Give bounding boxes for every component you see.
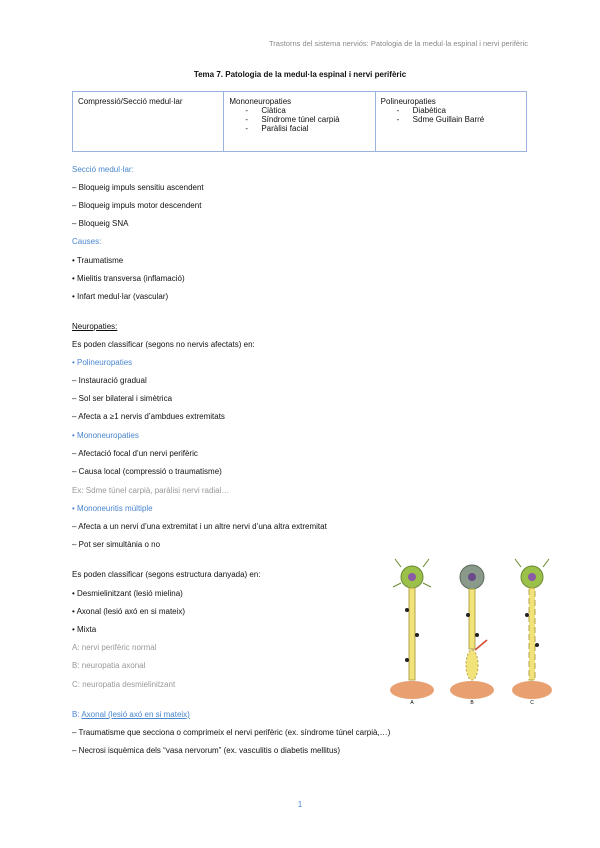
text-line: • Infart medul·lar (vascular) — [72, 292, 169, 301]
text-line: • Traumatisme — [72, 256, 124, 265]
section-heading: Causes: — [72, 237, 102, 246]
neuron-figure — [355, 555, 555, 705]
b-prefix: B: — [72, 710, 82, 719]
neuron-a — [390, 559, 434, 699]
section-heading: • Mononeuritis múltiple — [72, 504, 153, 513]
text-line: – Necrosi isquèmica dels “vasa nervorum” (ex. vasculitis o diabetis mellitus) — [72, 746, 341, 755]
text-line: – Sol ser bilateral i simètrica — [72, 394, 173, 403]
table-cell-compression — [73, 92, 224, 152]
b-axonal-label: Axonal (lesió axó en si mateix) — [81, 710, 190, 719]
cell-list-item: - Paràlisi facial — [247, 124, 369, 133]
section-heading: Secció medul·lar: — [72, 165, 134, 174]
figure-label-a: A — [410, 700, 414, 705]
section-heading: Neuropaties: — [72, 322, 118, 331]
text-line: – Traumatisme que secciona o comprimeix el nervi perifèric (ex. síndrome túnel carpià,…) — [72, 728, 391, 737]
page-number: 1 — [297, 800, 303, 809]
text-line: – Bloqueig impuls motor descendent — [72, 201, 202, 210]
text-line: B: neuropatia axonal — [72, 661, 146, 670]
text-line: • Mixta — [72, 625, 97, 634]
text-line: – Afecta a ≥1 nervis d’ambdues extremitats — [72, 412, 225, 421]
text-line: – Afecta a un nervi d’una extremitat i un altre nervi d’una altra extremitat — [72, 522, 327, 531]
neuron-b — [450, 565, 494, 699]
text-line: – Bloqueig impuls sensitiu ascendent — [72, 183, 204, 192]
page-title: Tema 7. Patologia de la medul·la espinal i nervi perifèric — [193, 70, 407, 79]
text-line: – Afectació focal d’un nervi perifèric — [72, 449, 198, 458]
figure-label-b: B — [470, 700, 474, 705]
text-line: – Causa local (compressió o traumatisme) — [72, 467, 222, 476]
text-line: Ex: Sdme túnel carpià, paràlisi nervi radial… — [72, 486, 230, 495]
text-line: Es poden classificar (segons no nervis afectats) en: — [72, 340, 255, 349]
text-line: Es poden classificar (segons estructura danyada) en: — [72, 570, 261, 579]
cell-list-item: - Ciàtica — [247, 106, 369, 115]
text-line: • Axonal (lesió axó en si mateix) — [72, 607, 186, 616]
cell-list-item: - Diabètica — [399, 106, 521, 115]
text-line: – Bloqueig SNA — [72, 219, 129, 228]
text-line: A: nervi perifèric normal — [72, 643, 157, 652]
text-line: • Desmielinitzant (lesió mielina) — [72, 589, 183, 598]
text-line: – Pot ser simultània o no — [72, 540, 161, 549]
cell-list-item: - Síndrome túnel carpià — [247, 115, 369, 124]
cell-heading: Compressió/Secció medul·lar — [78, 97, 183, 106]
running-header: Trastorns del sistema nerviós: Patologia de la medul·la espinal i nervi perifèric — [268, 39, 528, 48]
section-heading: • Mononeuropaties — [72, 431, 139, 440]
table-cell-polyneuropathies — [375, 92, 526, 152]
section-heading: • Polineuropaties — [72, 358, 133, 367]
cell-heading: Polineuropaties — [380, 97, 436, 106]
text-line: • Mielitis transversa (inflamació) — [72, 274, 185, 283]
cell-list-item: - Sdme Guillain Barré — [399, 115, 521, 124]
classification-table — [72, 91, 527, 152]
text-line: – Instauració gradual — [72, 376, 147, 385]
neuron-c — [512, 559, 552, 699]
cell-heading: Mononeuropaties — [229, 97, 292, 106]
table-cell-mononeuropathies — [224, 92, 375, 152]
figure-label-c: C — [530, 700, 534, 705]
text-line: C: neuropatia desmielinitzant — [72, 680, 176, 689]
section-heading — [72, 710, 190, 719]
